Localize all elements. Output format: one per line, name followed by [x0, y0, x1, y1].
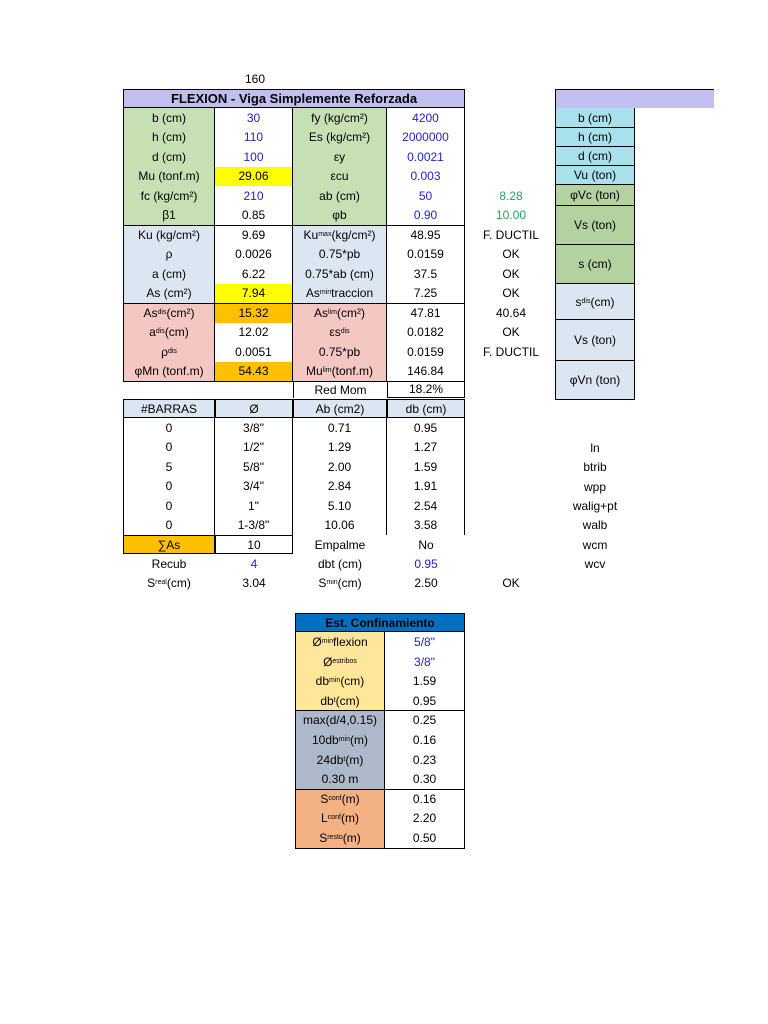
smin-value: 2.50: [414, 575, 438, 590]
cortante-label: h (cm): [555, 128, 635, 147]
load-label: wcv: [584, 556, 606, 571]
row-divider: [123, 225, 465, 226]
flexion-value: 15.32: [215, 303, 293, 323]
row-divider: [295, 848, 465, 849]
flexion-label: As dis (cm²): [123, 303, 215, 323]
barras-cell: 1-3/8": [215, 516, 293, 536]
row-divider: [295, 789, 465, 790]
conf-value: 0.95: [385, 691, 465, 711]
flexion-value: 0.0051: [215, 342, 293, 362]
barras-cell: 3.58: [387, 516, 465, 536]
conf-label: L conf (m): [295, 808, 385, 828]
flexion-label: As (cm²): [123, 284, 215, 304]
dbt-label: dbt (cm): [317, 556, 362, 571]
barras-cell: 5: [123, 457, 215, 477]
load-label: wpp: [583, 479, 606, 494]
flexion-label: εy: [293, 147, 387, 167]
flexion-label: a dis (cm): [123, 323, 215, 343]
conf-label: db t (cm): [295, 691, 385, 711]
conf-label: S resto (m): [295, 828, 385, 848]
cortante-label: Vs (ton): [555, 320, 635, 361]
dbt-value: 0.95: [414, 556, 438, 571]
flexion-value: 7.94: [215, 284, 293, 304]
cortante-label: s dis (cm): [555, 284, 635, 320]
flexion-value: 210: [215, 186, 293, 206]
flexion-note: OK: [502, 325, 520, 340]
flexion-label: Mu (tonf.m): [123, 167, 215, 187]
flexion-value: 7.25: [387, 284, 465, 304]
flexion-label: As lim (cm²): [293, 303, 387, 323]
flexion-value: 4200: [387, 108, 465, 128]
row-divider: [123, 303, 465, 304]
conf-value: 3/8": [385, 652, 465, 672]
cortante-label: s (cm): [555, 245, 635, 284]
cortante-label: Vu (ton): [555, 166, 635, 185]
load-label: ln: [590, 440, 600, 455]
flexion-note: 10.00: [495, 208, 527, 223]
load-label: walig+pt: [572, 498, 618, 513]
flexion-value: 110: [215, 128, 293, 148]
barras-header: db (cm): [387, 399, 465, 418]
cortante-label: d (cm): [555, 147, 635, 166]
cortante-label: b (cm): [555, 108, 635, 128]
barras-cell: 1.59: [387, 457, 465, 477]
flexion-label: Ku max (kg/cm²): [293, 225, 387, 245]
flexion-note: 8.28: [499, 188, 523, 203]
top-number: 160: [244, 72, 266, 86]
flexion-label: ab (cm): [293, 186, 387, 206]
conf-value: 1.59: [385, 671, 465, 691]
conf-label: Ø estribos: [295, 652, 385, 672]
load-label: btrib: [583, 459, 607, 474]
flexion-label: h (cm): [123, 128, 215, 148]
conf-value: 0.16: [385, 730, 465, 750]
barras-cell: 3/4": [215, 477, 293, 497]
conf-value: 0.50: [385, 828, 465, 848]
cortante-label: Vs (ton): [555, 206, 635, 245]
flexion-label: εs dis: [293, 323, 387, 343]
barras-cell: 5/8": [215, 457, 293, 477]
conf-label: Ø min flexion: [295, 632, 385, 652]
flexion-label: ρ dis: [123, 342, 215, 362]
flexion-note: F. DUCTIL: [482, 344, 539, 359]
barras-cell: 2.54: [387, 496, 465, 516]
sreal-label: S real (cm): [147, 575, 191, 590]
flexion-title: FLEXION - Viga Simplemente Reforzada: [123, 89, 465, 108]
barras-cell: 1.91: [387, 477, 465, 497]
conf-label: db min (cm): [295, 671, 385, 691]
flexion-label: As min traccion: [293, 284, 387, 304]
conf-value: 0.16: [385, 789, 465, 809]
barras-cell: 0: [123, 418, 215, 438]
smin-check: OK: [502, 575, 520, 590]
barras-cell: 1/2": [215, 438, 293, 458]
barras-cell: 3/8": [215, 418, 293, 438]
recub-label: Recub: [151, 556, 187, 571]
flexion-note: OK: [502, 247, 520, 262]
conf-value: 0.30: [385, 769, 465, 789]
barras-header: Ø: [215, 399, 293, 418]
sum-as-label: ∑As: [123, 535, 215, 554]
barras-cell: 0: [123, 477, 215, 497]
recub-value: 4: [250, 556, 258, 571]
conf-label: 24db t (m): [295, 750, 385, 770]
conf-value: 2.20: [385, 808, 465, 828]
flexion-value: 48.95: [387, 225, 465, 245]
row-divider: [295, 710, 465, 711]
flexion-label: d (cm): [123, 147, 215, 167]
empalme-label: Empalme: [314, 537, 366, 552]
conf-label: max(d/4,0.15): [295, 710, 385, 730]
flexion-label: Ku (kg/cm²): [123, 225, 215, 245]
sreal-value: 3.04: [242, 575, 266, 590]
conf-value: 0.23: [385, 750, 465, 770]
flexion-value: 30: [215, 108, 293, 128]
flexion-value: 29.06: [215, 167, 293, 187]
flexion-label: fc (kg/cm²): [123, 186, 215, 206]
cortante-header: [555, 89, 714, 108]
flexion-label: 0.75*ab (cm): [293, 264, 387, 284]
barras-cell: 0: [123, 516, 215, 536]
flexion-label: β1: [123, 206, 215, 226]
flexion-label: φMn (tonf.m): [123, 362, 215, 382]
flexion-value: 54.43: [215, 362, 293, 382]
flexion-value: 100: [215, 147, 293, 167]
load-label: wcm: [582, 537, 608, 552]
barras-cell: 0: [123, 496, 215, 516]
red-mom-value: 18.2%: [387, 381, 465, 398]
conf-label: 0.30 m: [295, 769, 385, 789]
flexion-note: F. DUCTIL: [482, 227, 539, 242]
flexion-value: 2000000: [387, 128, 465, 148]
flexion-label: fy (kg/cm²): [293, 108, 387, 128]
flexion-value: 50: [387, 186, 465, 206]
cortante-label: φVn (ton): [555, 361, 635, 400]
flexion-label: 0.75*pb: [293, 245, 387, 265]
smin-label: S min (cm): [318, 575, 362, 590]
confinamiento-title: Est. Confinamiento: [295, 613, 465, 632]
barras-cell: 0.71: [293, 418, 387, 438]
flexion-value: 37.5: [387, 264, 465, 284]
barras-cell: 2.00: [293, 457, 387, 477]
sum-as-value: 10: [215, 535, 293, 554]
load-label: walb: [582, 517, 608, 532]
barras-cell: 10.06: [293, 516, 387, 536]
flexion-value: 0.0159: [387, 342, 465, 362]
flexion-value: 146.84: [387, 362, 465, 382]
empalme-value: No: [418, 537, 434, 552]
cortante-label: φVc (ton): [555, 185, 635, 206]
flexion-label: ρ: [123, 245, 215, 265]
conf-value: 0.25: [385, 710, 465, 730]
barras-cell: 1.29: [293, 438, 387, 458]
conf-label: 10db min (m): [295, 730, 385, 750]
barras-cell: 2.84: [293, 477, 387, 497]
flexion-value: 0.0159: [387, 245, 465, 265]
flexion-note: 40.64: [495, 305, 527, 320]
flexion-value: 0.0026: [215, 245, 293, 265]
flexion-value: 0.85: [215, 206, 293, 226]
flexion-label: b (cm): [123, 108, 215, 128]
flexion-value: 47.81: [387, 303, 465, 323]
barras-cell: 1": [215, 496, 293, 516]
barras-cell: 0: [123, 438, 215, 458]
flexion-value: 0.0021: [387, 147, 465, 167]
flexion-label: εcu: [293, 167, 387, 187]
barras-header: #BARRAS: [123, 399, 215, 418]
flexion-note: OK: [502, 266, 520, 281]
barras-header: Ab (cm2): [293, 399, 387, 418]
flexion-label: 0.75*pb: [293, 342, 387, 362]
flexion-value: 0.003: [387, 167, 465, 187]
flexion-value: 9.69: [215, 225, 293, 245]
flexion-value: 6.22: [215, 264, 293, 284]
barras-cell: 1.27: [387, 438, 465, 458]
barras-cell: 0.95: [387, 418, 465, 438]
conf-value: 5/8": [385, 632, 465, 652]
barras-cell: 5.10: [293, 496, 387, 516]
flexion-label: Mu lim (tonf.m): [293, 362, 387, 382]
conf-label: S conf (m): [295, 789, 385, 809]
flexion-label: a (cm): [123, 264, 215, 284]
flexion-label: φb: [293, 206, 387, 226]
flexion-note: OK: [502, 286, 520, 301]
flexion-label: Es (kg/cm²): [293, 128, 387, 148]
flexion-value: 0.90: [387, 206, 465, 226]
red-mom-label: Red Mom: [293, 381, 387, 398]
flexion-value: 12.02: [215, 323, 293, 343]
flexion-value: 0.0182: [387, 323, 465, 343]
